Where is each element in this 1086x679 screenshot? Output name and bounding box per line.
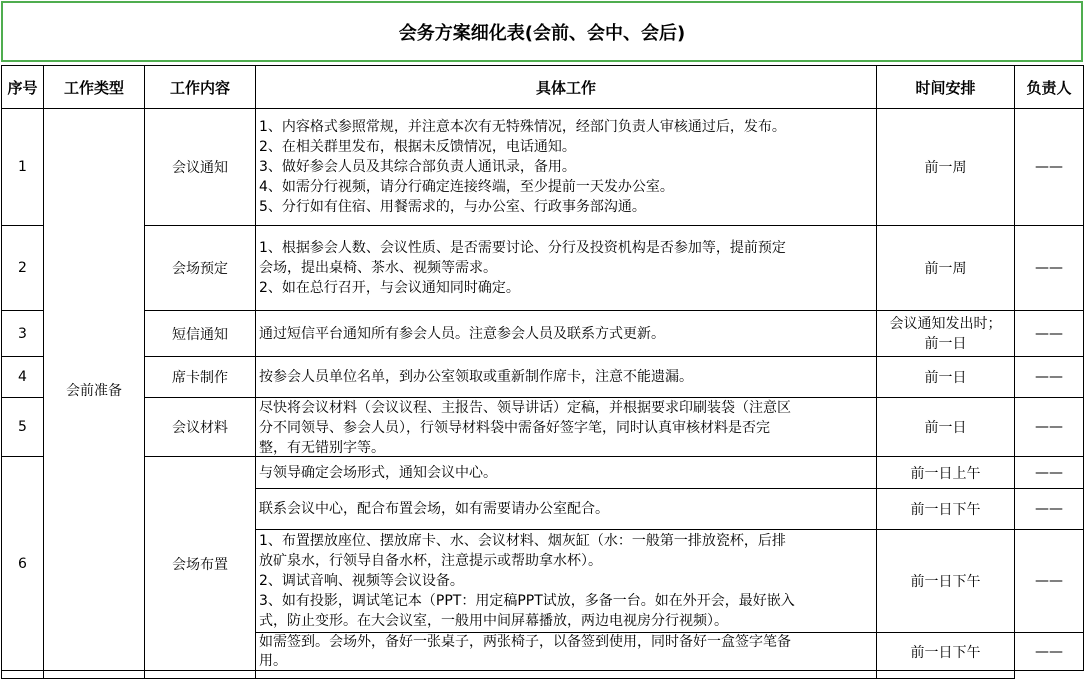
cell-owner[interactable]: —— — [1015, 633, 1084, 671]
cell-no[interactable]: 3 — [2, 311, 44, 357]
cell-time[interactable]: 前一日上午 — [877, 457, 1015, 489]
header-type[interactable]: 工作类型 — [44, 66, 145, 109]
cell-owner[interactable]: —— — [1015, 398, 1084, 457]
time-line: 会议通知发出时； — [889, 315, 1002, 332]
table-row — [2, 457, 1084, 489]
cell-content[interactable]: 会议通知 — [145, 109, 256, 226]
cell-time[interactable]: 前一日下午 — [877, 633, 1015, 671]
cell-time[interactable]: 前一周 — [877, 226, 1015, 311]
cell-details[interactable] — [256, 357, 877, 398]
plan-table — [1, 65, 1084, 679]
cell-details[interactable] — [256, 457, 877, 489]
detail-line: 整，有无错别字等。 — [259, 440, 385, 455]
time-line: 前一日 — [924, 335, 967, 352]
cell-no[interactable]: 5 — [2, 398, 44, 457]
detail-line: 式，防止变形。在大会议室，一般用中间屏幕播放，两边电视房分行视频）。 — [259, 613, 728, 629]
detail-line: 分不同领导、参会人员），行领导材料袋中需备好签字笔，同时认真审核材料是否完 — [259, 420, 770, 436]
table-row — [2, 311, 1084, 357]
table-row — [2, 398, 1084, 457]
detail-line: 尽快将会议材料（会议议程、主报告、领导讲话）定稿，并根据要求印刷装袋（注意区 — [259, 400, 791, 416]
cell-no[interactable]: 1 — [2, 109, 44, 226]
cell-details[interactable] — [256, 530, 877, 633]
detail-line: 2、调试音响、视频等会议设备。 — [259, 573, 464, 589]
detail-line: 通过短信平台通知所有参会人员。注意参会人员及联系方式更新。 — [259, 325, 665, 342]
cell-no[interactable]: 2 — [2, 226, 44, 311]
header-time[interactable]: 时间安排 — [877, 66, 1015, 109]
detail-line: 会场，提出桌椅、茶水、视频等需求。 — [259, 260, 497, 276]
cell-details[interactable] — [256, 633, 877, 671]
cell-owner[interactable]: —— — [1015, 226, 1084, 311]
header-content[interactable]: 工作内容 — [145, 66, 256, 109]
cell-empty — [145, 671, 256, 679]
cell-content[interactable]: 会场布置 — [145, 457, 256, 671]
cell-content[interactable]: 会议材料 — [145, 398, 256, 457]
table-row — [2, 357, 1084, 398]
cell-time[interactable]: 前一日 — [877, 398, 1015, 457]
detail-line: 用。 — [259, 653, 287, 669]
detail-line: 3、如有投影，调试笔记本（PPT：用定稿PPT试放，多备一台。如在外开会，最好嵌入 — [259, 593, 795, 609]
detail-line: 1、布置摆放座位、摆放席卡、水、会议材料、烟灰缸（水：一般第一排放瓷杯，后排 — [259, 533, 786, 549]
detail-line: 1、内容格式参照常规，并注意本次有无特殊情况，经部门负责人审核通过后，发布。 — [259, 119, 786, 135]
header-no[interactable]: 序号 — [2, 66, 44, 109]
detail-line: 2、在相关群里发布，根据未反馈情况，电话通知。 — [259, 139, 576, 155]
cell-owner[interactable]: —— — [1015, 457, 1084, 489]
header-details[interactable]: 具体工作 — [256, 66, 877, 109]
cell-content[interactable]: 会场预定 — [145, 226, 256, 311]
sheet-title: 会务方案细化表(会前、会中、会后) — [1, 1, 1083, 62]
cell-no[interactable]: 6 — [2, 457, 44, 671]
cell-owner[interactable]: —— — [1015, 311, 1084, 357]
cell-owner[interactable]: —— — [1015, 357, 1084, 398]
detail-line: 如需签到。会场外，备好一张桌子，两张椅子，以备签到使用，同时备好一盒签字笔备 — [259, 634, 791, 650]
cell-details[interactable] — [256, 311, 877, 357]
detail-line: 4、如需分行视频，请分行确定连接终端，至少提前一天发办公室。 — [259, 179, 674, 195]
detail-line: 2、如在总行召开，与会议通知同时确定。 — [259, 280, 520, 296]
cell-time[interactable] — [877, 311, 1015, 357]
cell-no[interactable]: 4 — [2, 357, 44, 398]
cell-empty — [2, 671, 44, 679]
cell-details[interactable] — [256, 489, 877, 530]
cell-owner[interactable]: —— — [1015, 530, 1084, 633]
header-owner[interactable]: 负责人 — [1015, 66, 1084, 109]
cell-empty — [256, 671, 877, 679]
cell-time[interactable]: 前一日下午 — [877, 530, 1015, 633]
cell-details[interactable] — [256, 398, 877, 457]
cell-empty — [877, 671, 1015, 679]
table-row — [2, 226, 1084, 311]
cell-empty — [44, 671, 145, 679]
cell-owner[interactable]: —— — [1015, 109, 1084, 226]
detail-line: 放矿泉水，行领导自备水杯，注意提示或帮助拿水杯）。 — [259, 553, 602, 569]
detail-line: 1、根据参会人数、会议性质、是否需要讨论、分行及投资机构是否参加等，提前预定 — [259, 240, 786, 256]
detail-line: 5、分行如有住宿、用餐需求的，与办公室、行政事务部沟通。 — [259, 199, 646, 215]
cell-time[interactable]: 前一周 — [877, 109, 1015, 226]
cell-details[interactable] — [256, 226, 877, 311]
cell-owner[interactable]: —— — [1015, 489, 1084, 530]
cell-details[interactable] — [256, 109, 877, 226]
cell-content[interactable]: 席卡制作 — [145, 357, 256, 398]
table-row — [2, 109, 1084, 226]
cell-content[interactable]: 短信通知 — [145, 311, 256, 357]
cell-work-type[interactable]: 会前准备 — [44, 109, 145, 671]
detail-line: 3、做好参会人员及其综合部负责人通讯录，备用。 — [259, 159, 576, 175]
cell-time[interactable]: 前一日 — [877, 357, 1015, 398]
detail-line: 按参会人员单位名单，到办公室领取或重新制作席卡，注意不能遗漏。 — [259, 369, 693, 385]
detail-line: 联系会议中心，配合布置会场，如有需要请办公室配合。 — [259, 501, 609, 517]
detail-line: 与领导确定会场形式，通知会议中心。 — [259, 464, 497, 481]
table-row-partial — [2, 671, 1084, 679]
cell-time[interactable]: 前一日下午 — [877, 489, 1015, 530]
header-row — [2, 66, 1084, 109]
